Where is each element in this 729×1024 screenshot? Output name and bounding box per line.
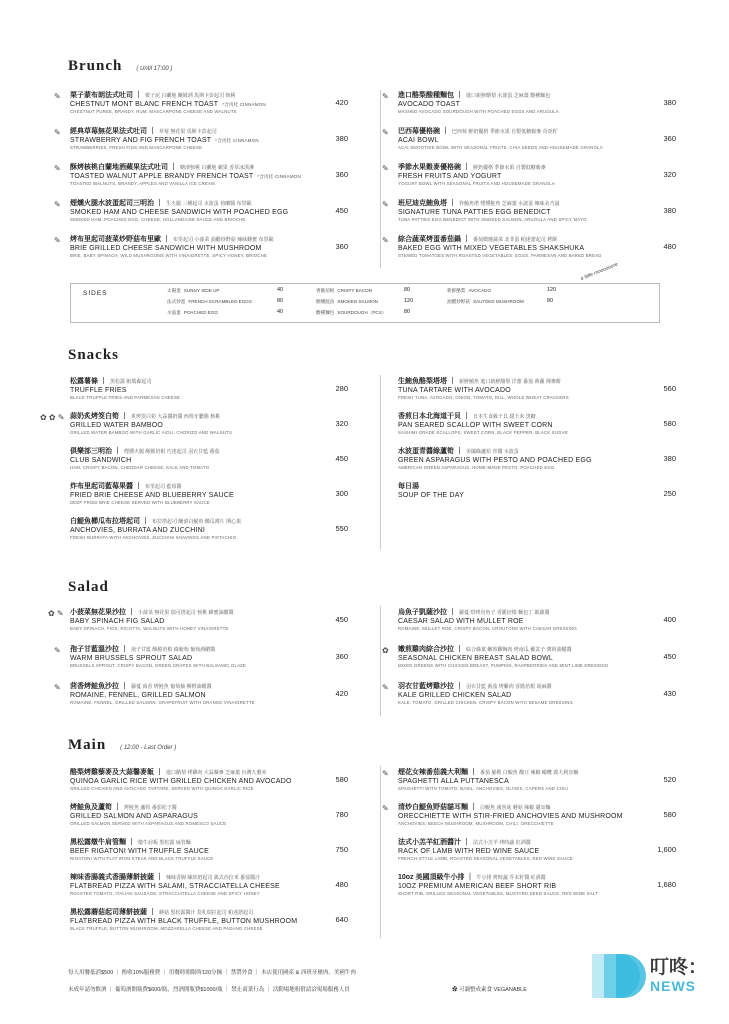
item-price: 380 [663, 206, 676, 215]
item-price: 360 [335, 242, 348, 251]
menu-item [70, 802, 348, 826]
item-ingredients-zh: 巴西莓 鮮奶優格 季節水果 自製低糖穀麥 奇亞籽 [451, 129, 558, 135]
dietary-icon: ✎ [54, 236, 61, 245]
item-price: 480 [663, 242, 676, 251]
item-description: BLACK TRUFFLE, BUTTON MUSHROOM, MOZZARELLA CHEESE AND PADANO CHEESE [70, 926, 263, 931]
item-ingredients-zh: 新鮮鮪魚 進口新鮮酪梨 洋蔥 番茄 蒔蘿 裸麥餅 [458, 379, 561, 385]
side-item: 新鮮酪梨 AVOCADO 120 [447, 287, 557, 293]
item-ingredients-zh: 糖漬核桃 白蘭地 蘋果 香草冰淇淋 [179, 165, 255, 171]
item-ingredients-zh: 黑松露 帕瑪森起司 [109, 379, 152, 385]
item-name-en: BRIE GRILLED CHEESE SANDWICH WITH MUSHROOM [70, 245, 262, 252]
item-name-en: FLATBREAD PIZZA WITH SALAMI, STRACCIATELLA CHEESE [70, 883, 280, 890]
item-name-zh: 每日湯 [398, 483, 419, 490]
logo-text-zh: 叮咚： [650, 957, 708, 978]
item-description: MASHED AVOCADO SOURDOUGH WITH POACHED EGGS AND ARUGULA [398, 109, 559, 114]
item-name-zh: 綜合蔬菜烤蛋番茄鍋 ｜ 番茄燉燒蔬菜 北非蛋 帕達諾起司 烤餅 [398, 236, 558, 243]
menu-item [70, 516, 348, 540]
section-title-salad: Salad [68, 579, 109, 595]
item-ingredients-zh: 燉牛肩板 黑松露 扁管麵 [137, 840, 191, 846]
item-description: CHESTNUT PUREE, BRANDY, RUM, MASCARPONE CHEESE AND WALNUTS [70, 109, 237, 114]
item-price: 280 [335, 384, 348, 393]
item-name-en: BAKED EGG WITH MIXED VEGETABLES SHAKSHUKA [398, 245, 585, 252]
item-ingredients-zh: 布里起司 藍莓醬 [144, 484, 182, 490]
item-name-zh: 酪梨烤雞藜麥及大蒜馨麥飯 ｜ 進口酪梨 烤雞肉 大蒜藜麥 芝麻葉 台灣九號米 [70, 769, 267, 776]
leaf-icon: ✿ [452, 987, 460, 993]
item-ingredients-zh: 美國綠蘆筍 青醬 水波蛋 [465, 449, 519, 455]
menu-item [382, 767, 676, 791]
item-price: 780 [335, 810, 348, 819]
menu-item [398, 837, 676, 861]
item-name-en: ORECCHIETTE WITH STIR-FRIED ANCHOVIES AND MUSHROOM [398, 813, 623, 820]
item-name-en: WARM BRUSSELS SPROUT SALAD [70, 655, 193, 662]
side-price: 80 [277, 298, 284, 304]
item-name-en: GRILLED WATER BAMBOO [70, 422, 164, 429]
item-description: AMERICAN GREEN ASPARAGUS, HOME-MADE PESTO, POACHED EGG [398, 465, 555, 470]
item-name-zh: 水波蛋青醬綠蘆筍 ｜ 美國綠蘆筍 青醬 水波蛋 [398, 448, 519, 455]
item-name-zh: 炸布里起司藍莓果醬 ｜ 布里起司 藍莓醬 [70, 483, 182, 490]
dietary-icon: ✎ [54, 683, 61, 692]
item-name-zh: 10oz 美國頂級牛小排 ｜ 牛小排 烤時蔬 芥末籽醬 紅酒醬 [398, 874, 546, 881]
item-price: 1,680 [657, 880, 676, 889]
item-name-en: GRILLED SALMON AND ASPARAGUS [70, 813, 199, 820]
item-ingredients-zh: 番茄燉燒蔬菜 北非蛋 帕達諾起司 烤餅 [472, 237, 558, 243]
item-name-zh: 法式小羔羊紅酒醬汁 ｜ 法式小羔羊 烤時蔬 紅酒醬 [398, 839, 531, 846]
item-name-zh: 栗子蒙布朗法式吐司 ｜ 栗子泥 白蘭地 蘭姆酒 馬斯卡彭起司 核桃 [70, 92, 236, 99]
item-name-zh: 烏魚子凱薩沙拉 ｜ 蘿蔓 烘烤烏魚子 香脆培根 麵包丁 凱薩醬 [398, 609, 550, 616]
item-name-en: TRUFFLE FRIES [70, 387, 127, 394]
item-name-en: SEASONAL CHICKEN BREAST SALAD BOWL [398, 655, 554, 662]
item-price: 360 [335, 652, 348, 661]
item-name-zh: 清炒白鯷魚野菇貓耳麵 ｜ 白鯷魚 鴻喜菇 蘑菇 辣椒 貓耳麵 [398, 804, 551, 811]
item-price: 250 [663, 489, 676, 498]
item-ingredients-zh: 蘑菇 黑松露醬汁 莫札瑞拉起司 帕達諾起司 [158, 910, 254, 916]
menu-item [54, 644, 348, 668]
menu-item [48, 607, 348, 631]
item-name-zh: 黑松露蘑菇起司薄餅披薩 ｜ 蘑菇 黑松露醬汁 莫札瑞拉起司 帕達諾起司 [70, 909, 254, 916]
item-ingredients-zh: 布拉塔起司 醃漬白鯷魚 櫛瓜薄片 開心果 [151, 519, 242, 525]
item-price: 360 [335, 170, 348, 179]
side-price: 40 [277, 287, 284, 293]
item-description: TUNA PATTIES EGG BENEDICT WITH SMOKED SALMON, ARUGULA AND SPICY MAYO [398, 217, 587, 222]
menu-item [54, 162, 348, 186]
item-price: 380 [663, 98, 676, 107]
item-description: SHORT RIB, GRILLED SEASONAL VEGETABLES, MUSTARD SEED SAUCE, RED WINE SALT [398, 891, 598, 896]
item-name-zh: 烤布里起司菠菜炒野菇布里歐 ｜ 布里起司 小菠菜 油醋炒野菇 辣味蜂蜜 布里歐 [70, 236, 274, 243]
side-item: 香脆培根 CRISPY BACON 80 [316, 287, 411, 293]
item-description: BRIE, BABY SPINACH, WILD MUSHROOMS WITH VINAIGRETTE, SPICY HONEY, BRIOCHE [70, 253, 268, 258]
item-description: BRUSSELS SPROUT, CRISPY BACON, GREEN GRAPES WITH BALSAMIC GLAZE [70, 663, 247, 668]
dietary-icon: ✎ [54, 646, 61, 655]
side-price: 80 [404, 309, 411, 315]
side-price: 80 [547, 298, 554, 304]
item-name-zh: 小菠菜無花果沙拉 ｜ 小菠菜 無花果 瑞可塔起司 核桃 蜂蜜油醋醬 [70, 609, 234, 616]
item-ingredients-zh: 蘿蔓 茴香 烤鮭魚 葡萄柚 柳橙油醋醬 [130, 684, 212, 690]
item-price: 380 [663, 454, 676, 463]
column-divider [380, 606, 381, 716]
menu-item [382, 681, 676, 705]
item-price: 640 [335, 915, 348, 924]
dietary-icon: ✎ [382, 128, 389, 137]
item-price: 380 [335, 134, 348, 143]
item-description: GRILLED CHICKEN AND AVOCADO TARTARE, SERVED WITH QUINOA GARLIC RICE [70, 786, 254, 791]
menu-item [40, 411, 348, 435]
item-name-en: SOUP OF THE DAY [398, 492, 465, 499]
item-price: 520 [663, 775, 676, 784]
dietary-icon: ✎ [54, 164, 61, 173]
item-name-en: FLATBREAD PIZZA WITH BLACK TRUFFLE, BUTTON MUSHROOM [70, 918, 298, 925]
item-price: 550 [335, 524, 348, 533]
item-ingredients-zh: 進口新鮮酪梨 水波蛋 芝麻葉 酸種麵包 [465, 93, 551, 99]
item-name-en: CLUB SANDWICH [70, 457, 132, 464]
dietary-icon: ✎ [54, 128, 61, 137]
item-name-en: SPAGHETTI ALLA PUTTANESCA [398, 778, 509, 785]
item-description: ROMAINE, MULLET ROE, CRISPY BACON, CROUTONS WITH CAESAR DRESSING [398, 626, 577, 631]
item-description: GRILLED SALMON SERVED WITH ASPARAGUS AND ROMESCO SAUCE [70, 821, 227, 826]
item-price: 320 [335, 419, 348, 428]
item-note: *含肉桂 CINNAMON [222, 102, 266, 107]
item-name-zh: 黑松露燉牛肩管麵 ｜ 燉牛肩板 黑松露 扁管麵 [70, 839, 191, 846]
menu-item [70, 376, 348, 400]
item-ingredients-zh: 炸鮪魚塔 煙燻鮭魚 芝麻葉 水波蛋 辣味美乃滋 [458, 201, 560, 207]
item-name-en: KALE GRILLED CHICKEN SALAD [398, 692, 512, 699]
item-ingredients-zh: 烤鮭魚 蘆筍 番茄松子醬 [123, 805, 177, 811]
item-name-en: GREEN ASPARAGUS WITH PESTO AND POACHED EGG [398, 457, 592, 464]
column-divider [380, 375, 381, 550]
vegan-note: ✿ 可調整成素食 VEGANABLE [452, 987, 527, 993]
item-description: SASHIMI-GRADE SCALLOPS, SWEET CORN, BLACK PEPPER, BLACK SUGAR [398, 430, 568, 435]
footer-policy-line-1: 每人用餐低消$500 ｜ 酌收10%服務費 ｜ 用餐時間限時120分鐘 ｜ 禁帶外食 ｜ 本店使用國產 & 西班牙豬肉、美國牛肉 [68, 970, 356, 976]
item-ingredients-zh: 進口酪梨 烤雞肉 大蒜藜麥 芝麻葉 台灣九號米 [165, 770, 267, 776]
item-price: 430 [663, 689, 676, 698]
side-item: 法式炒蛋 FRENCH SCRAMBLED EGGS 80 [167, 298, 284, 304]
item-name-en: FRESH FRUITS AND YOGURT [398, 173, 502, 180]
item-name-zh: 烤鮭魚及蘆筍 ｜ 烤鮭魚 蘆筍 番茄松子醬 [70, 804, 177, 811]
item-name-en: CAESAR SALAD WITH MULLET ROE [398, 618, 524, 625]
item-name-zh: 嫩煎雞肉綜合沙拉 ｜ 綜合綠葉 嫩煎雞胸肉 烤南瓜 覆盆子 薄荷油醋醬 [398, 646, 572, 653]
dietary-icon: ✎ [382, 683, 389, 692]
item-name-zh: 香煎日本北海道干貝 ｜ 日本生食級干貝 甜玉米 黑糖 [398, 413, 536, 420]
item-price: 580 [663, 419, 676, 428]
dietary-icon: ✎ [54, 200, 61, 209]
item-name-en: ANCHOVIES, BURRATA AND ZUCCHINI [70, 527, 206, 534]
item-price: 420 [335, 98, 348, 107]
menu-item [398, 376, 676, 400]
item-name-zh: 經典草莓無花果法式吐司 ｜ 草莓 無花果 馬斯卡彭起司 [70, 128, 217, 135]
item-name-en: AVOCADO TOAST [398, 101, 461, 108]
menu-item [54, 234, 348, 258]
side-item: 酸種麵包 SOURDOUGH（PCS） 80 [316, 309, 411, 315]
dietary-icon: ✎ [382, 164, 389, 173]
item-name-en: PAN SEARED SCALLOP WITH SWEET CORN [398, 422, 553, 429]
sides-box [70, 283, 660, 323]
item-price: 300 [335, 489, 348, 498]
item-ingredients-zh: 孢子甘藍 酥脆培根 綠葡萄 葡萄酒醋醬 [130, 647, 216, 653]
dietary-icon: ✎ [382, 200, 389, 209]
dietary-icon: ✿ [382, 646, 389, 655]
item-description: GRILLED WATER BAMBOO WITH GARLIC AIOLI, CHORIZO AND WALNUTS [70, 430, 233, 435]
item-description: ANCHOVIES, BEECH MUSHROOM, MUSHROOM, CHILI, ORECCHIETTE [398, 821, 554, 826]
menu-item [398, 607, 676, 631]
item-ingredients-zh: 法式小羔羊 烤時蔬 紅酒醬 [472, 840, 531, 846]
column-divider [380, 90, 381, 268]
dietary-icon: ✎ [382, 236, 389, 245]
item-name-zh: 蒜奶炙烤筊白筍 ｜ 炙烤筊白筍 大蒜醬奶醬 西班牙臘腸 核桃 [70, 413, 221, 420]
item-price: 750 [335, 845, 348, 854]
item-price: 450 [335, 454, 348, 463]
item-ingredients-zh: 白鯷魚 鴻喜菇 蘑菇 辣椒 貓耳麵 [479, 805, 551, 811]
item-name-en: FRIED BRIE CHEESE AND BLUEBERRY SAUCE [70, 492, 234, 499]
item-name-zh: 羽衣甘藍烤雞沙拉 ｜ 羽衣甘藍 番茄 烤雞肉 香脆培根 胡麻醬 [398, 683, 552, 690]
side-item: 油醋炒野菇 SAUTÉED MUSHROOM 80 [447, 298, 554, 304]
sides-label: SIDES [83, 290, 108, 297]
menu-item [382, 198, 676, 222]
dingdong-news-logo [590, 948, 710, 1004]
menu-item [70, 767, 348, 791]
menu-item [398, 446, 676, 470]
item-description: SMOKED HAM, POACHED EGG, CHEESE, HOLLANDAISE SAUCE AND BRIOCHE [70, 217, 246, 222]
item-ingredients-zh: 牛小排 烤時蔬 芥末籽醬 紅酒醬 [476, 875, 546, 881]
item-ingredients-zh: 綜合綠葉 嫩煎雞胸肉 烤南瓜 覆盆子 薄荷油醋醬 [465, 647, 572, 653]
item-description: BLACK TRUFFLE FRIES AND PARMESAN CHEESE [70, 395, 181, 400]
side-item: 水波蛋 POACHED EGG 40 [167, 309, 284, 315]
item-note: *含肉桂 CINNAMON [215, 138, 259, 143]
item-ingredients-zh: 煙燻火腿 酥脆培根 巧達起司 羽衣甘藍 番茄 [123, 449, 220, 455]
item-name-en: CHESTNUT MONT BLANC FRENCH TOAST *含肉桂 CINNAMON [70, 101, 266, 108]
menu-item [70, 446, 348, 470]
item-name-zh: 班尼迪克鮪魚塔 ｜ 炸鮪魚塔 煙燻鮭魚 芝麻葉 水波蛋 辣味美乃滋 [398, 200, 560, 207]
section-title-main: Main ( 12:00 - Last Order ) [68, 737, 177, 753]
item-name-en: RACK OF LAMB WITH RED WINE SAUCE [398, 848, 540, 855]
item-description: ROASTED TOMATO, ITALIAN SAUSAGE, STRACCIATELLA CHEESE AND SPICY HONEY [70, 891, 260, 896]
item-name-en: 10OZ PREMIUM AMERICAN BEEF SHORT RIB [398, 883, 557, 890]
section-note: ( Until 17:00 ) [136, 66, 173, 72]
menu-item [54, 681, 348, 705]
item-description: KALE, TOMATO, GRILLED CHICKEN, CRISPY BACON WITH SESAME DRESSING [398, 700, 574, 705]
menu-item [382, 234, 676, 258]
item-ingredients-zh: 番茄 羅勒 白鯷魚 酸豆 辣椒 橄欖 義大利直麵 [479, 770, 579, 776]
item-name-zh: 松露薯條 ｜ 黑松露 帕瑪森起司 [70, 378, 152, 385]
dietary-icon: ✎ [382, 804, 389, 813]
item-price: 580 [663, 810, 676, 819]
column-divider [380, 766, 381, 938]
item-price: 320 [663, 170, 676, 179]
item-ingredients-zh: 辣味香腸 絲狀奶起司 義式沙拉米 番茄醬汁 [165, 875, 261, 881]
item-ingredients-zh: 草莓 無花果 馬斯卡彭起司 [158, 129, 217, 135]
item-name-en: BEEF RIGATONI WITH TRUFFLE SAUCE [70, 848, 210, 855]
menu-item [70, 907, 348, 931]
item-price: 560 [663, 384, 676, 393]
item-price: 360 [663, 134, 676, 143]
item-ingredients-zh: 栗子泥 白蘭地 蘭姆酒 馬斯卡彭起司 核桃 [144, 93, 236, 99]
item-price: 450 [663, 652, 676, 661]
item-description: YOGURT BOWL WITH SEASONAL FRUITS AND HOUSEMADE GRANOLA [398, 181, 555, 186]
menu-item [382, 802, 676, 826]
item-name-zh: 俱樂部三明治 ｜ 煙燻火腿 酥脆培根 巧達起司 羽衣甘藍 番茄 [70, 448, 220, 455]
item-name-zh: 煙花女辣番茄義大利麵 ｜ 番茄 羅勒 白鯷魚 酸豆 辣椒 橄欖 義大利直麵 [398, 769, 579, 776]
item-description: MIXED GREENS WITH CHICKEN BREAST, PUMPKIN, RASPBERRIES AND MINT LIME DRESSING [398, 663, 609, 668]
menu-item [382, 90, 676, 114]
menu-item [382, 644, 676, 668]
item-price: 450 [335, 206, 348, 215]
menu-item [54, 126, 348, 150]
item-description: TOASTED WALNUTS, BRANDY, APPLES AND VANILLA ICE CREAM [70, 181, 215, 186]
item-name-en: BABY SPINACH FIG SALAD [70, 618, 165, 625]
menu-item [398, 872, 676, 896]
item-name-zh: 辣味香腸義式香腸薄餅披薩 ｜ 辣味香腸 絲狀奶起司 義式沙拉米 番茄醬汁 [70, 874, 261, 881]
item-ingredients-zh: 小菠菜 無花果 瑞可塔起司 核桃 蜂蜜油醋醬 [137, 610, 234, 616]
item-name-en: QUINOA GARLIC RICE WITH GRILLED CHICKEN AND AVOCADO [70, 778, 292, 785]
logo-text-en: NEWS [650, 978, 696, 994]
section-note: ( 12:00 - Last Order ) [120, 745, 177, 751]
menu-item [70, 837, 348, 861]
item-price: 580 [335, 775, 348, 784]
item-name-zh: 茴香烤鮭魚沙拉 ｜ 蘿蔓 茴香 烤鮭魚 葡萄柚 柳橙油醋醬 [70, 683, 212, 690]
dietary-icon: ✿ ✎ [48, 609, 64, 618]
item-name-zh: 孢子甘藍溫沙拉 ｜ 孢子甘藍 酥脆培根 綠葡萄 葡萄酒醋醬 [70, 646, 216, 653]
item-description: DEEP FRIED BRIE CHEESE SERVED WITH BLUEBERRY SAUCE [70, 500, 210, 505]
item-name-zh: 煙燻火腿水波蛋起司三明治 ｜ 生火腿 三種起司 水波蛋 荷蘭醬 布里歐 [70, 200, 252, 207]
side-item: 太陽蛋 SUNNY SIDE UP 40 [167, 287, 284, 293]
item-name-en: ACAI BOWL [398, 137, 439, 144]
side-price: 40 [277, 309, 284, 315]
item-name-zh: 酥烤核桃白蘭地酒蘋果法式吐司 ｜ 糖漬核桃 白蘭地 蘋果 香草冰淇淋 [70, 164, 255, 171]
side-price: 120 [404, 298, 414, 304]
item-price: 480 [335, 880, 348, 889]
item-name-en: ROMAINE, FENNEL, GRILLED SALMON [70, 692, 206, 699]
item-price: 420 [335, 689, 348, 698]
item-description: ROMAINE, FENNEL, GRILLED SALMON, GRAPEFRUIT WITH ORANGE VINAIGRETTE [70, 700, 255, 705]
item-name-en: SIGNATURE TUNA PATTIES EGG BENEDICT [398, 209, 551, 216]
item-name-zh: 巴西莓優格碗 ｜ 巴西莓 鮮奶優格 季節水果 自製低糖穀麥 奇亞籽 [398, 128, 558, 135]
menu-item [398, 481, 676, 499]
menu-item [398, 411, 676, 435]
footer-policy-line-2: 未成年請勿飲酒 ｜ 葡萄酒開瓶費$600/瓶、烈酒開瓶費$1000/瓶 ｜ 禁止商業行為 ｜ 活動場地租借請洽現場服務人員 [68, 987, 350, 993]
item-description: RIGATONI WITH FLAT IRON STEAK AND BLACK TRUFFLE SAUCE [70, 856, 214, 861]
item-name-zh: 季節水果穀麥優格碗 ｜ 鮮奶優格 季節水果 自製低糖穀麥 [398, 164, 546, 171]
item-ingredients-zh: 鮮奶優格 季節水果 自製低糖穀麥 [472, 165, 546, 171]
item-price: 400 [663, 615, 676, 624]
item-name-en: SMOKED HAM AND CHEESE SANDWICH WITH POACHED EGG [70, 209, 289, 216]
item-ingredients-zh: 日本生食級干貝 甜玉米 黑糖 [472, 414, 536, 420]
item-description: ACAI SMOOTHIE BOWL WITH SEASONAL FRUITS, CHIA SEEDS AND HOUSEMADE GRANOLA [398, 145, 603, 150]
side-price: 80 [404, 287, 411, 293]
item-ingredients-zh: 蘿蔓 烘烤烏魚子 香脆培根 麵包丁 凱薩醬 [458, 610, 550, 616]
dietary-icon: ✎ [382, 769, 389, 778]
item-ingredients-zh: 生火腿 三種起司 水波蛋 荷蘭醬 布里歐 [165, 201, 252, 207]
item-description: BABY SPINACH, FIGS, RICOTTA, WALNUTS WITH HONEY VINAIGRETTE [70, 626, 229, 631]
section-title-snacks: Snacks [68, 347, 120, 363]
menu-item [70, 872, 348, 896]
item-note: *含肉桂 CINNAMON [257, 174, 301, 179]
item-ingredients-zh: 炙烤筊白筍 大蒜醬奶醬 西班牙臘腸 核桃 [130, 414, 221, 420]
item-price: 1,600 [657, 845, 676, 854]
menu-item [54, 198, 348, 222]
menu-item [382, 162, 676, 186]
item-description: FRESH TUNA, AVOCADO, ONION, TOMATO, DILL, WHOLE WHEAT CRACKERS [398, 395, 569, 400]
item-description: SPAGHETTI WITH TOMATO, BASIL, ANCHOVIES, OLIVES, CAPERS AND CHILI [398, 786, 569, 791]
item-name-en: STRAWBERRY AND FIG FRENCH TOAST *含肉桂 CINNAMON [70, 137, 259, 144]
item-description: FRESH BURRATA WITH ANCHOVIES, ZUCCHINI SHAVINGS AND PISTACHIO [70, 535, 237, 540]
menu-item [70, 481, 348, 505]
item-name-zh: 進口酪梨酸種麵包 ｜ 進口新鮮酪梨 水波蛋 芝麻葉 酸種麵包 [398, 92, 551, 99]
dietary-icon: ✎ [382, 92, 389, 101]
item-name-zh: 白鯷魚櫛瓜布拉塔起司 ｜ 布拉塔起司 醃漬白鯷魚 櫛瓜薄片 開心果 [70, 518, 242, 525]
item-ingredients-zh: 布里起司 小菠菜 油醋炒野菇 辣味蜂蜜 布里歐 [172, 237, 274, 243]
dietary-icon: ✿ ✿ ✎ [40, 413, 65, 422]
side-price: 120 [547, 287, 557, 293]
item-name-en: TUNA TARTARE WITH AVOCADO [398, 387, 511, 394]
menu-item [382, 126, 676, 150]
dietary-icon: ✎ [54, 92, 61, 101]
menu-item [54, 90, 348, 114]
item-ingredients-zh: 羽衣甘藍 番茄 烤雞肉 香脆培根 胡麻醬 [465, 684, 552, 690]
section-title-brunch: Brunch ( Until 17:00 ) [68, 58, 173, 74]
item-description: FRENCH-STYLE LAMB, ROASTED SEASONAL VEGETABLES, RED WINE SAUCE [398, 856, 573, 861]
item-description: STEWED TOMATOES WITH ROASTED VEGETABLES, EGGS, PARMESAN AND BAKED BREAD [398, 253, 602, 258]
item-description: STRAWBERRIES, FRESH FIGS AND MASCARPONE CHEESE [70, 145, 203, 150]
item-name-zh: 生鮪魚酪梨塔塔 ｜ 新鮮鮪魚 進口新鮮酪梨 洋蔥 番茄 蒔蘿 裸麥餅 [398, 378, 561, 385]
little-more-note: a little moooooore [579, 261, 619, 282]
item-price: 450 [335, 615, 348, 624]
item-name-en: TOASTED WALNUT APPLE BRANDY FRENCH TOAST *含肉桂 CINNAMON [70, 173, 301, 180]
side-item: 煙燻鮭魚 SMOKED SALMON 120 [316, 298, 414, 304]
item-description: HAM, CRISPY BACON, CHEDDAR CHEESE, KALE AND TOMATO [70, 465, 210, 470]
